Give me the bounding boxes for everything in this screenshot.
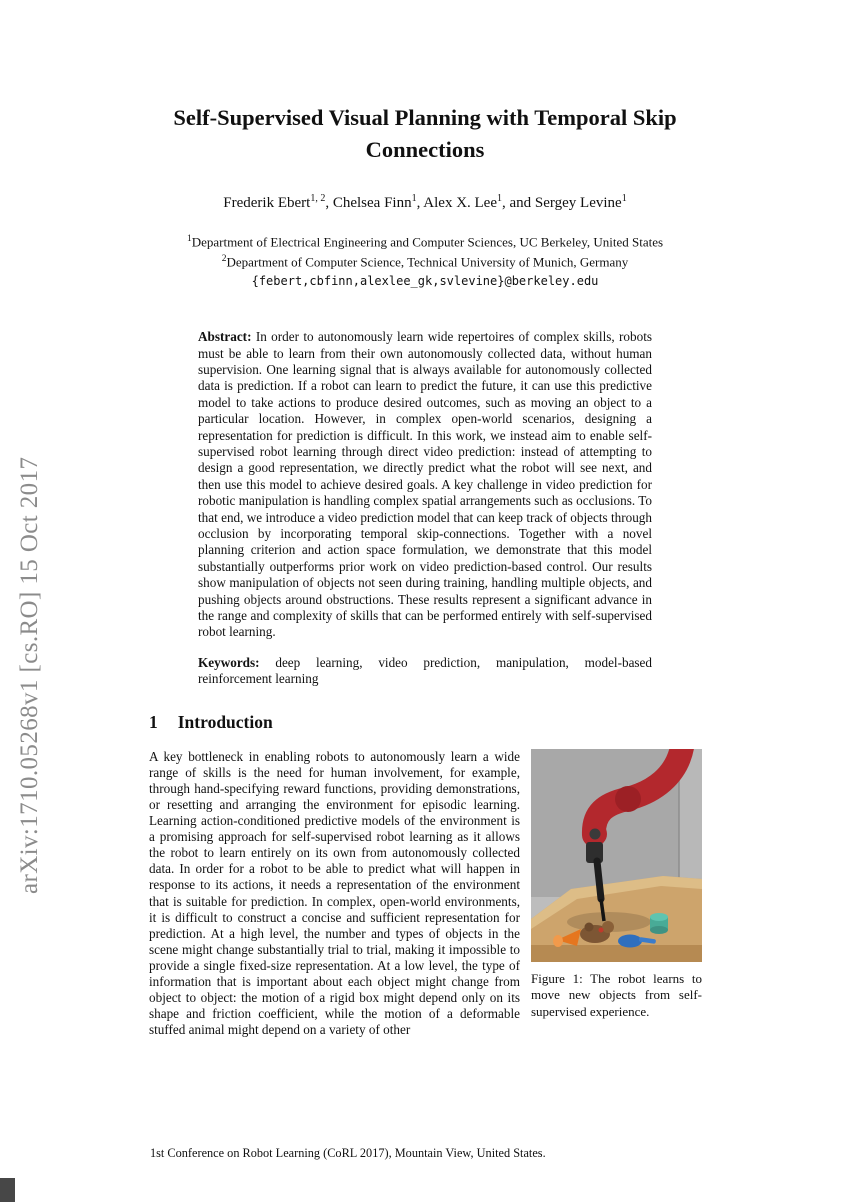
intro-paragraph: A key bottleneck in enabling robots to autonomously learn a wide range of skills is the need for human involvement, for example, through hand-specifying reward functions, providing demonstrations, or resetting and arranging the environment for episodic learning. Learning action-conditioned predictive models of the environment is a promising approach for self-supervised robot learning as it allows the robot to learn entirely on its own from autonomously collected data. In order for a robot to be able to predict what will happen in response to its actions, it needs a representation of the environment that is suitable for prediction. In complex, open-world environments, it is difficult to construct a concise and sufficient representation for prediction. At a high level, the number and types of objects in the scene might change substantially trial to trial, making it impossible to provide a single fixed-size representation. At a low level, the type of information that is important about each object might change from object to object: the motion of a rigid box might depend only on its shape and friction coefficient, while the motion of a deformable stuffed animal might depend on a variety of other: [149, 748, 520, 1038]
keywords: [198, 655, 652, 688]
affiliation: $^2$Department of Computer Science, Technical University of Munich, Germany: [221, 253, 629, 270]
section-number: 1: [149, 711, 158, 732]
keywords-label: Keywords:: [198, 654, 260, 670]
affiliation: $^1$Department of Electrical Engineering and Computer Sciences, UC Berkeley, United States: [186, 234, 664, 250]
author: Alex X. Lee$^1$, and: [423, 193, 535, 211]
author: Sergey Levine$^1$: [534, 193, 627, 211]
email-line: {febert,cbfinn,alexlee_gk,svlevine}@berkeley.edu: [251, 273, 599, 288]
author: Frederik Ebert$^{1, 2}$,: [223, 193, 333, 211]
author: Chelsea Finn$^1$,: [332, 193, 424, 211]
intro-section: [149, 749, 702, 1039]
abstract: [198, 329, 652, 641]
section-title: Introduction: [177, 711, 273, 732]
footer-note: 1st Conference on Robot Learning (CoRL 2017), Mountain View, United States.: [150, 1146, 546, 1160]
section-1-heading: [149, 712, 850, 733]
paper-title: [0, 102, 850, 166]
figure-1: [531, 749, 702, 1020]
affiliations: [0, 231, 850, 289]
figure1-caption: Figure 1: The robot learns to move new objects from self-supervised experience.: [531, 970, 702, 1019]
author-list: [0, 193, 850, 212]
paper-page: [0, 102, 850, 1160]
abstract-text: In order to autonomously learn wide repertoires of complex skills, robots must be able to learn from their own autonomously collected data, without human supervision. One learning signal that is always available for autonomously collected data is prediction. If a robot can learn to predict the future, it can use this predictive model to take actions to produce desired outcomes, such as moving an object to a particular location. However, in complex open-world scenarios, designing a representation for prediction is difficult. In this work, we instead aim to enable self-supervised robot learning through direct video prediction: instead of attempting to design a good representation, we directly predict what the robot will see next, and then use this model to achieve desired goals. A key challenge in video prediction for robotic manipulation is handling complex spatial arrangements such as occlusions. To that end, we introduce a video prediction model that can keep track of objects through occlusion by incorporating temporal skip-connections. Together with a novel planning criterion and action space formulation, we demonstrate that this model substantially outperforms prior work on video prediction-based control. Our results show manipulation of objects not seen during training, handling multiple objects, and pushing objects around obstructions. These results represent a significant advance in the range and complexity of skills that can be performed entirely with self-supervised robot learning.: [198, 329, 652, 640]
figure1-image: [531, 749, 702, 962]
corner-artifact: [0, 1178, 15, 1202]
paper-title-line2: Connections: [365, 137, 485, 162]
arxiv-watermark: arXiv:1710.05268v1 [cs.RO] 15 Oct 2017: [16, 456, 43, 894]
abstract-label: Abstract:: [198, 329, 252, 345]
paper-title-line1: Self-Supervised Visual Planning with Temporal Skip: [173, 105, 677, 130]
keywords-text: deep learning, video prediction, manipulation, model-based reinforcement learning: [198, 654, 652, 687]
